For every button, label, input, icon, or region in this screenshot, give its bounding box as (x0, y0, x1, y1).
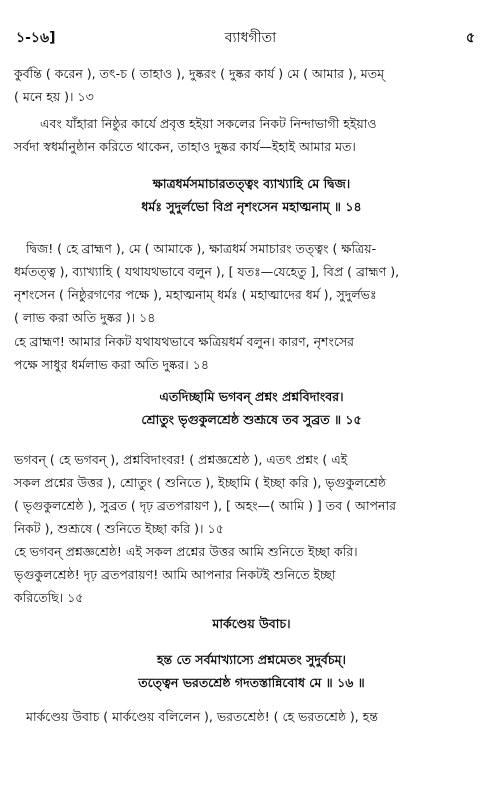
text-line: করিতেছি। ১৫ (14, 590, 84, 605)
text-line: দ্বিজ! ( হে ব্রাহ্মণ ), মে ( আমাকে ), ক্ষাত্রধর্ম সমাচারং তত্ত্বং ( ক্ষত্রিয়- (26, 241, 377, 256)
verse-line: ক্ষাত্রধর্মসমাচারতত্ত্বং ব্যাখ্যাহি মে দ্বিজ। (152, 176, 351, 191)
speaker-heading (14, 612, 489, 635)
text-line: সকল প্রশ্নের উত্তর ), শ্রোতুং ( শুনিতে ), ইচ্ছামি ( ইচ্ছা করি ), ভৃগুকুলশ্রেষ্ঠ (14, 475, 387, 490)
verse-line: ধর্মঃ সুদুর্লভো বিপ্র নৃশংসেন মহাত্মনাম্‌ ॥ ১৪ (141, 199, 362, 214)
sanskrit-verse (14, 648, 489, 694)
text-line: সর্বদা স্বধর্মানুষ্ঠান করিতে থাকেন, তাহাও দুষ্কর কার্য—ইহাই আমার মত। (14, 139, 356, 154)
verse-line: তত্ত্বেন ভরতশ্রেষ্ঠ গদতস্তান্নিবোধ মে ॥ ১৬ ॥ (138, 675, 365, 690)
translation-paragraph (14, 112, 489, 158)
verse-line: মার্কণ্ডেয় উবাচ। (212, 616, 291, 631)
text-line: ( লাভ করা অতি দুষ্কর )। ১৪ (14, 310, 156, 325)
text-line: হে ব্রাহ্মণ! আমার নিকট যথাযথভাবে ক্ষত্রিয়ধর্ম বলুন। কারণ, নৃশংসের (14, 334, 354, 349)
text-line: কুর্বন্তি ( করেন ), তৎ-চ ( তাহাও ), দুষ্করং ( দুষ্কর কার্য ) মে ( আমার ), মতম্ (14, 66, 385, 81)
text-line: ভৃগুকুলশ্রেষ্ঠ! দৃঢ় ব্রতপরায়ণ! আমি আপনার নিকটই শুনিতে ইচ্ছা (14, 567, 336, 582)
word-meaning-paragraph (14, 448, 489, 540)
commentary-paragraph (14, 62, 489, 108)
page-number: ৫ (465, 30, 475, 46)
word-meaning-paragraph (14, 237, 489, 329)
page-header (16, 26, 485, 48)
verse-line: এতদিচ্ছামি ভগবন্‌ প্রশ্নং প্রশ্নবিদাংবর। (159, 389, 344, 404)
sanskrit-verse (14, 385, 489, 431)
verse-line: শ্রোতুং ভৃগুকুলশ্রেষ্ঠ শুশ্রূষে তব সুব্রত ॥ ১৫ (141, 412, 362, 427)
sanskrit-verse (14, 172, 489, 218)
text-line: হে ভগবন্‌ প্রশ্নজ্ঞশ্রেষ্ঠ! এই সকল প্রশ্নের উত্তর আমি শুনিতে ইচ্ছা করি। (14, 544, 358, 559)
translation-paragraph (14, 540, 489, 609)
text-line: ধর্মতত্ত্ব ), ব্যাখ্যাহি ( যথাযথভাবে বলুন ), [ যতঃ—যেহেতু ], বিপ্র ( ব্রাহ্মণ ), (14, 264, 400, 279)
text-line: পক্ষে সাধুর ধর্মলাভ করা অতি দুষ্কর। ১৪ (14, 357, 209, 372)
text-line: ( মনে হয় )। ১৩ (14, 89, 94, 104)
text-line: নৃশংসেন ( নিষ্ঠুরগণের পক্ষে ), মহাত্মনাম্‌ ধর্মঃ ( মহাত্মাদের ধর্ম ), সুদুর্লভঃ (14, 287, 377, 302)
verse-range-label: ১-১৬] (16, 30, 56, 46)
text-line: মার্কণ্ডেয় উবাচ ( মার্কণ্ডেয় বলিলেন ), ভরতশ্রেষ্ঠ! ( হে ভরতশ্রেষ্ঠ ), হন্ত (26, 709, 378, 724)
word-meaning-paragraph (14, 705, 489, 728)
verse-line: হন্ত তে সর্বমাখ্যাস্যে প্রশ্নমেতং সুদুর্বচম্‌। (156, 652, 347, 667)
text-line: ( ভৃগুকুলশ্রেষ্ঠ ), সুব্রত ( দৃঢ় ব্রতপরায়ণ ), [ অহং—( আমি ) ] তব ( আপনার (14, 498, 396, 513)
text-line: ভগবন্‌ ( হে ভগবন্‌ ), প্রশ্নবিদাংবর! ( প্রশ্নজ্ঞশ্রেষ্ঠ ), এতৎ প্রশ্নং ( এই (14, 452, 348, 467)
running-title: ব্যাধগীতা (224, 30, 277, 46)
text-line: নিকট ), শুশ্রূষে ( শুনিতে ইচ্ছা করি )। ১৫ (14, 521, 224, 536)
translation-paragraph (14, 330, 489, 376)
text-line: এবং যাঁহারা নিষ্ঠুর কার্যে প্রবৃত্ত হইয়া সকলের নিকট নিন্দাভাগী হইয়াও (40, 116, 377, 131)
